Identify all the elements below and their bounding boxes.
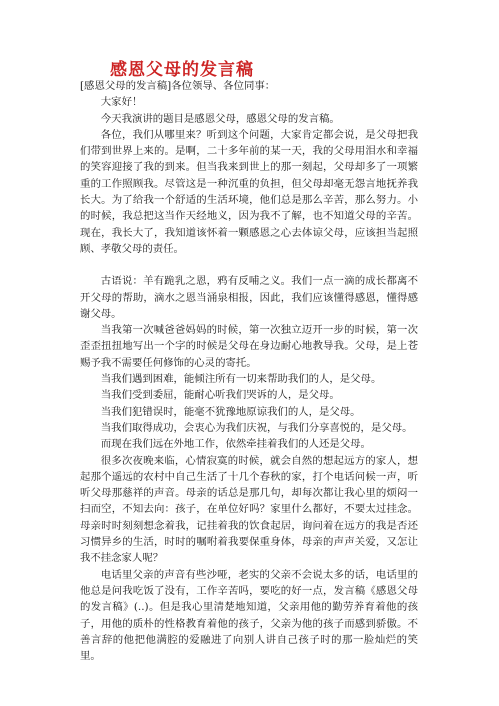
paragraph-grievance: 当我们受到委屈，能耐心听我们哭诉的人，是父母。 [100, 389, 340, 402]
paragraph-father: 电话里父亲的声音有些沙哑，老实的父亲不会说太多的话，电话里的他总是问我吃饭了没有，工作辛苦吗，要吃的好一点，发言稿《感恩父母的发言稿》(..)。但是我心里清楚地知道，父亲用他的勤劳养育着他的孩子，用他的质朴的性格教育着他的孩子，父亲为他的孩子而感到骄傲。不善言辞的他把他满腔的爱融进了向别人讲自己孩子时的那一脸灿烂的笑里。 [80, 568, 418, 663]
paragraph-mistake: 当我们犯错误时，能毫不犹豫地原谅我们的人，是父母。 [100, 405, 361, 418]
document-body [80, 78, 418, 664]
paragraph-success: 当我们取得成功，会衷心为我们庆祝，与我们分享喜悦的，是父母。 [100, 421, 413, 434]
paragraph-firsts: 当我第一次喊爸爸妈妈的时候，第一次独立迈开一步的时候，第一次歪歪扭扭地写出一个字的时候是父母在身边耐心地教导我。父母，是上苍赐予我不需要任何修饰的心灵的寄托。 [80, 324, 418, 369]
paragraph-origin: 各位，我们从哪里来？听到这个问题，大家肯定都会说，是父母把我们带到世界上来的。是啊，二十多年前的某一天，我的父母用泪水和幸福的笑容迎接了我的到来。但当我来到世上的那一刻起，父母却多了一项繁重的工作照顾我。尽管这是一种沉重的负担，但父母却毫无怨言地抚养我长大。为了给我一个舒适的生活环境，他们总是那么辛苦，那么努力。小的时候，我总把这当作天经地义，因为我不了解，也不知道父母的辛苦。现在，我长大了，我知道该怀着一颗感恩之心去体谅父母，应该担当起照顾、孝敬父母的责任。 [80, 128, 418, 255]
document-title: 感恩父母的发言稿 [110, 60, 254, 80]
paragraph-proverb: 古语说：羊有跪乳之恩，鸦有反哺之义。我们一点一滴的成长都离不开父母的帮助，滴水之恩当涌泉相报，因此，我们应该懂得感恩，懂得感谢父母。 [80, 275, 418, 320]
paragraph-difficulty: 当我们遇到困难，能倾注所有一切来帮助我们的人，是父母。 [100, 373, 382, 386]
salutation: 大家好！ [100, 96, 143, 109]
paragraph-mother: 很多次夜晚来临，心情寂寞的时候，就会自然的想起远方的家人，想起那个遥远的农村中自己生活了十几个春秋的家，打个电话问候一声，听听父母那慈祥的声音。母亲的话总是那几句，却每次都让我心里的烦闷一扫而空，不知去向：孩子，在单位好吗？家里什么都好，不要太过挂念。母亲时时刻刻想念着我，记挂着我的饮食起居，询问着在远方的我是否还习惯异乡的生活，时时的嘱咐着我要保重身体，母亲的声声关爱，又怎让我不挂念家人呢？ [80, 454, 418, 565]
paragraph-away: 而现在我们远在外地工作，依然牵挂着我们的人还是父母。 [100, 438, 371, 451]
paragraph-topic: 今天我演讲的题目是感恩父母，感恩父母的发言稿。 [100, 112, 340, 125]
greeting-line: [感恩父母的发言稿]各位领导、各位同事： [80, 80, 276, 92]
